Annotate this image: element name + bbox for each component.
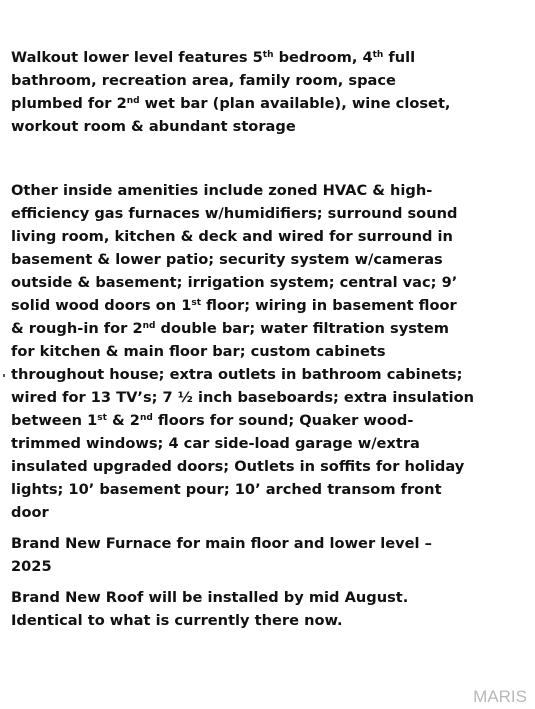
text-segment: trimmed windows; 4 car side-load garage w/extra: [11, 435, 420, 452]
superscript: st: [191, 298, 202, 309]
maris-watermark: MARIS: [473, 687, 527, 706]
superscript: st: [97, 413, 107, 424]
text-line: [11, 248, 521, 271]
superscript: nd: [139, 413, 153, 424]
text-segment: wired for 13 TV’s; 7 ½ inch baseboards; extra insulation: [11, 389, 475, 406]
superscript: nd: [142, 321, 156, 332]
superscript: nd: [126, 96, 140, 107]
text-segment: wet bar (plan available), wine closet,: [139, 95, 451, 112]
text-segment: full: [383, 49, 416, 66]
text-line: [11, 386, 521, 409]
text-line: [11, 46, 521, 69]
text-segment: Other inside amenities include zoned HVAC & high-: [11, 182, 433, 199]
text-line: [11, 432, 521, 455]
paragraph-roof: [11, 586, 521, 632]
paragraph-walkout: [11, 46, 521, 138]
text-segment: for kitchen & main floor bar; custom cabinets: [11, 343, 386, 360]
text-segment: double bar; water filtration system: [155, 320, 449, 337]
text-segment: between 1: [11, 412, 98, 429]
text-line: [11, 271, 521, 294]
text-segment: floors for sound; Quaker wood-: [152, 412, 414, 429]
text-line: [11, 115, 521, 138]
text-line: [11, 69, 521, 92]
text-line: [11, 455, 521, 478]
text-line: [11, 609, 521, 632]
text-segment: solid wood doors on 1: [11, 297, 192, 314]
scan-speck: [3, 374, 5, 377]
text-line: [11, 225, 521, 248]
text-segment: 2025: [11, 558, 52, 575]
text-line: [11, 340, 521, 363]
text-line: [11, 409, 521, 432]
text-segment: bathroom, recreation area, family room, space: [11, 72, 396, 89]
text-line: [11, 555, 521, 578]
text-segment: Brand New Roof will be installed by mid August.: [11, 589, 409, 606]
text-line: [11, 501, 521, 524]
superscript: th: [262, 50, 274, 61]
text-segment: living room, kitchen & deck and wired for surround in: [11, 228, 453, 245]
text-segment: & 2: [106, 412, 140, 429]
text-line: [11, 317, 521, 340]
text-segment: door: [11, 504, 49, 521]
text-segment: basement & lower patio; security system w/cameras: [11, 251, 443, 268]
text-segment: workout room & abundant storage: [11, 118, 296, 135]
paragraph-furnace: [11, 532, 521, 578]
superscript: th: [372, 50, 384, 61]
text-line: [11, 202, 521, 225]
text-segment: Brand New Furnace for main floor and lower level –: [11, 535, 432, 552]
text-segment: lights; 10’ basement pour; 10’ arched transom front: [11, 481, 442, 498]
text-line: [11, 586, 521, 609]
text-segment: bedroom, 4: [273, 49, 373, 66]
text-line: [11, 92, 521, 115]
text-segment: throughout house; extra outlets in bathroom cabinets;: [11, 366, 463, 383]
text-segment: efficiency gas furnaces w/humidifiers; surround sound: [11, 205, 458, 222]
text-line: [11, 532, 521, 555]
paragraph-amenities: [11, 179, 521, 524]
text-line: [11, 363, 521, 386]
text-segment: Identical to what is currently there now.: [11, 612, 343, 629]
text-segment: insulated upgraded doors; Outlets in soffits for holiday: [11, 458, 465, 475]
text-segment: plumbed for 2: [11, 95, 127, 112]
text-segment: outside & basement; irrigation system; central vac; 9’: [11, 274, 458, 291]
text-line: [11, 179, 521, 202]
text-segment: floor; wiring in basement floor: [201, 297, 457, 314]
text-line: [11, 294, 521, 317]
text-segment: & rough-in for 2: [11, 320, 143, 337]
text-line: [11, 478, 521, 501]
text-segment: Walkout lower level features 5: [11, 49, 263, 66]
